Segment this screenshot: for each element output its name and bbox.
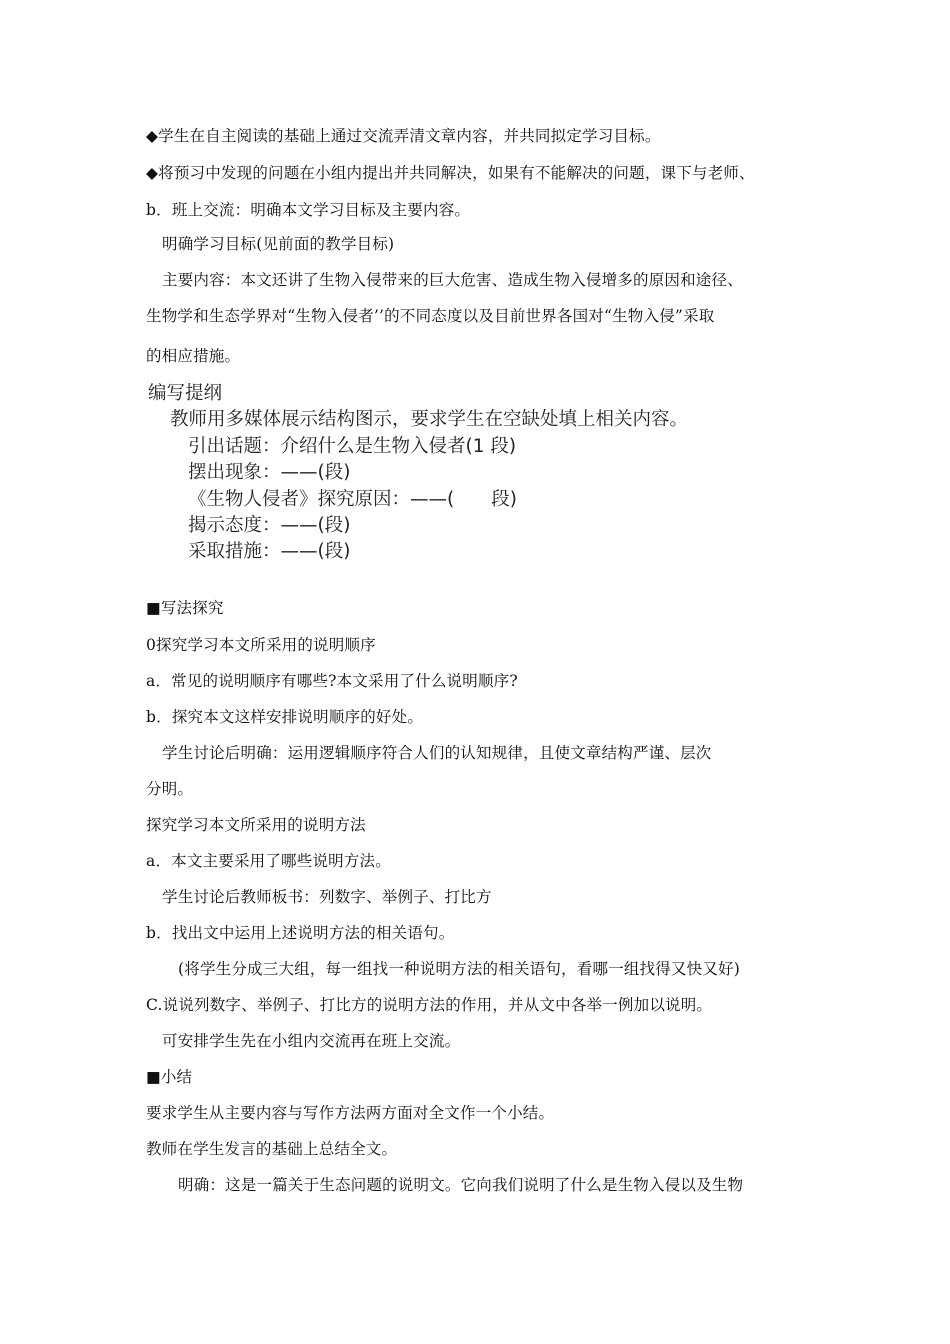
paragraph-line: 教师在学生发言的基础上总结全文。 <box>146 1140 398 1158</box>
paragraph-line: 可安排学生先在小组内交流再在班上交流。 <box>162 1032 461 1050</box>
paragraph-line: ◆学生在自主阅读的基础上通过交流弄清文章内容，并共同拟定学习目标。 <box>146 127 661 145</box>
paragraph-line: C.说说列数字、举例子、打比方的说明方法的作用，并从文中各举一例加以说明。 <box>146 996 713 1014</box>
outline-figure <box>148 380 788 570</box>
paragraph-line: b．探究本文这样安排说明顺序的好处。 <box>146 708 424 726</box>
section-heading: ■写法探究 <box>146 599 224 617</box>
outline-heading: 编写提纲 <box>148 383 223 404</box>
paragraph-line: 学生讨论后教师板书：列数字、举例子、打比方 <box>162 888 492 906</box>
paragraph-line: b．找出文中运用上述说明方法的相关语句。 <box>146 924 455 942</box>
paragraph-line: a．本文主要采用了哪些说明方法。 <box>146 852 391 870</box>
paragraph-line: 0探究学习本文所采用的说明顺序 <box>146 636 376 654</box>
paragraph-line: 明确：这是一篇关于生态问题的说明文。它向我们说明了什么是生物入侵以及生物 <box>178 1176 744 1194</box>
paragraph-line: 明确学习目标(见前面的教学目标) <box>162 235 395 253</box>
paragraph-line: 学生讨论后明确：运用逻辑顺序符合人们的认知规律，且使文章结构严谨、层次 <box>162 744 712 762</box>
paragraph-line: 探究学习本文所采用的说明方法 <box>146 816 366 834</box>
paragraph-line: 主要内容：本文还讲了生物入侵带来的巨大危害、造成生物入侵增多的原因和途径、 <box>162 271 743 289</box>
outline-item: 引出话题：介绍什么是生物入侵者(1 段) <box>188 436 517 457</box>
paragraph-line: (将学生分成三大组，每一组找一种说明方法的相关语句，看哪一组找得又快又好) <box>178 960 740 978</box>
paragraph-line: 的相应措施。 <box>146 347 241 365</box>
outline-intro: 教师用多媒体展示结构图示，要求学生在空缺处填上相关内容。 <box>170 409 689 430</box>
section-heading: ■小结 <box>146 1068 193 1086</box>
paragraph-line: 生物学和生态学界对“生物入侵者’’的不同态度以及目前世界各国对“生物入侵”采取 <box>146 307 715 325</box>
outline-item: 揭示态度：——(段) <box>188 515 351 536</box>
outline-item: 采取措施：——(段) <box>188 541 351 562</box>
paragraph-line: b．班上交流：明确本文学习目标及主要内容。 <box>146 201 471 219</box>
paragraph-line: 分明。 <box>146 780 194 798</box>
outline-item: 摆出现象：——(段) <box>188 462 351 483</box>
outline-item: 《生物人侵者》探究原因：——( 段) <box>188 489 517 510</box>
paragraph-line: ◆将预习中发现的问题在小组内提出并共同解决，如果有不能解决的问题，课下与老师、 <box>146 164 755 182</box>
paragraph-line: a．常见的说明顺序有哪些?本文采用了什么说明顺序? <box>146 672 518 690</box>
paragraph-line: 要求学生从主要内容与写作方法两方面对全文作一个小结。 <box>146 1104 555 1122</box>
